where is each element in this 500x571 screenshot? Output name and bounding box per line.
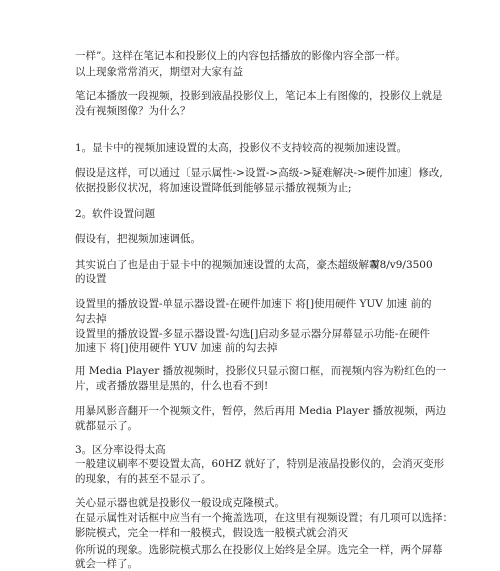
- text-line: 依据投影仪状况，将加速设置降低到能够显示播放视频为止;: [75, 182, 352, 194]
- text-line: 在显示属性对话框中应当有一个掩盖选项，在这里有视频设置；有几项可以选择：: [75, 512, 453, 524]
- text-line: 就都显示了。: [75, 420, 138, 432]
- section-heading: 1。显卡中的视频加速设置的太高，投影仪不支持较高的视频加速设置。: [75, 142, 408, 154]
- text-line: 用暴风影音翻开一个视频文件，暂停，然后再用 Media Player 播放视频，两边: [75, 405, 447, 417]
- text-line: 没有视频图像？为什么？: [75, 105, 191, 117]
- text-line-version: V8/v9/3500: [372, 259, 433, 271]
- text-line: 一般建议刷率不要设置太高，60HZ 就好了，特别是液晶投影仪的，会消灭变形: [75, 458, 445, 470]
- text-line: 一样”。这样在笔记本和投影仪上的内容包括播放的影像内容全部一样。: [75, 50, 406, 62]
- text-line: 设置里的播放设置-多显示器设置-勾选[]启动多显示器分屏幕显示功能-在硬件: [75, 328, 430, 340]
- text-line: 假设是这样，可以通过〔显示属性->设置->高级->疑难解决->硬件加速〕修改,: [75, 167, 443, 179]
- text-line: 设置里的播放设置-单显示器设置-在硬件加速下 将[]使用硬件 YUV 加速 前的: [75, 298, 432, 310]
- text-line: 其实说白了也是由于显卡中的视频加速设置的太高，豪杰超级解霸: [75, 259, 380, 271]
- text-line: 的现象，有的甚至不显示了。: [75, 473, 212, 485]
- text-line: 用 Media Player 播放视频时，投影仪只显示窗口框，而视频内容为粉红色的一: [75, 365, 447, 377]
- section-heading: 3。区分率设得太高: [75, 444, 166, 456]
- text-line: 你所说的现象。选影院模式那么在投影仪上始终是全屏。选完全一样，两个屏幕: [75, 544, 443, 556]
- text-line: 笔记本播放一段视频，投影到液晶投影仪上，笔记本上有图像的，投影仪上就是: [75, 90, 443, 102]
- text-line: 关心显示器也就是投影仪一般设成克隆模式。: [75, 497, 285, 509]
- text-line: 假设有，把视频加速调低。: [75, 233, 201, 245]
- text-line: 的设置: [75, 273, 107, 285]
- text-line: 片，或者播放器里是黑的，什么也看不到!: [75, 380, 269, 392]
- section-heading: 2。软件设置问题: [75, 208, 156, 220]
- text-line: 勾去掉: [75, 313, 107, 325]
- text-line: 影院模式，完全一样和一般模式，假设选一般模式就会消灭: [75, 527, 348, 539]
- text-line: 以上现象常常消灭，期望对大家有益: [75, 66, 243, 78]
- text-line: 就会一样了。: [75, 558, 138, 570]
- text-line: 加速下 将[]使用硬件 YUV 加速 前的勾去掉: [75, 342, 278, 354]
